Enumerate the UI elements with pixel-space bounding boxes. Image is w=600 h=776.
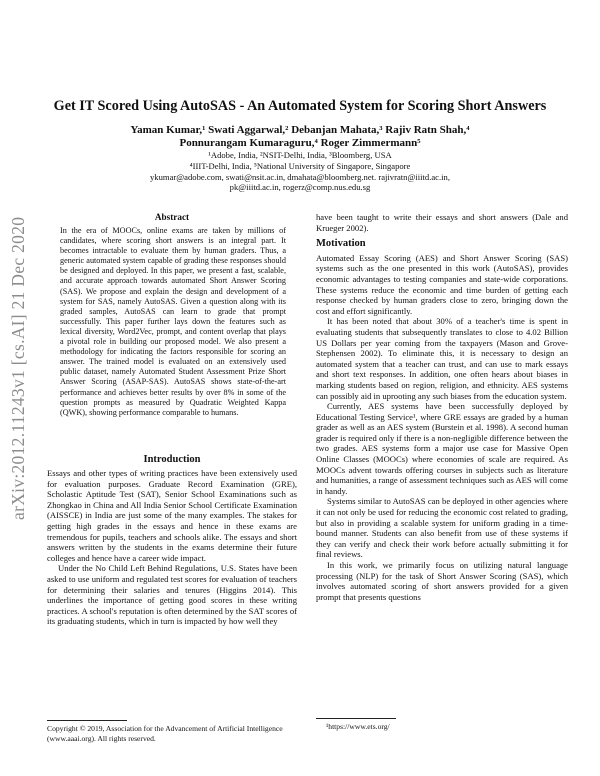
affiliation-line-2: ⁴IIIT-Delhi, India, ⁵National University of Singapore, Singapore	[189, 160, 411, 171]
affiliations	[40, 150, 560, 193]
copyright-notice: Copyright © 2019, Association for the Advancement of Artificial Intelligence (www.aaai.org). All rights reserved.	[47, 724, 283, 743]
motivation-paragraph-3: Currently, AES systems have been successfully deployed by Educational Testing Service¹, where GRE essays are graded by a human grader as well as an AES system (Burstein et al. 1998). A second human grader is required only if there is a non-negligible difference between the two grades. AES systems form a major use case for Massive Open Online Classes (MOOCs) where economies of scale are required. As MOOCs advent towards offering courses in subjects such as literature and humanities, a range of assessment techniques such as AES will come in handy.	[316, 401, 568, 496]
motivation-paragraph-5: In this work, we primarily focus on utilizing natural language processing (NLP) for the task of Short Answer Scoring (SAS), which involves automated scoring of short answers provided for a given prompt that presents questions	[316, 560, 568, 602]
author-list	[40, 124, 560, 150]
email-line-2[interactable]: pk@iiitd.ac.in, rogerz@comp.nus.edu.sg	[229, 182, 371, 193]
right-column	[316, 212, 568, 602]
motivation-paragraph-2: It has been noted that about 30% of a teacher's time is spent in evaluating students that subsequently translates to close to 4.02 Billion US Dollars per year coming from the taxpayers (Mason and Grove-Stephensen 2002). To eliminate this, it is necessary to design an automated system that a teacher can trust, and can use to mark essays and short text responses. In addition, one often hears about biases in marking students based on region, religion, and ethnicity. AES systems can possibly aid in uprooting any such biases from the education system.	[316, 316, 568, 401]
paper-title: Get IT Scored Using AutoSAS - An Automated System for Scoring Short Answers	[53, 98, 547, 114]
abstract-text: In the era of MOOCs, online exams are taken by millions of candidates, where scoring short answers is an integral part. It becomes intractable to evaluate them by human graders. Thus, a generic automated system capable of grading these responses should be designed and deployed. In this paper, we present a fast, scalable, and accurate approach towards automated Short Answer Scoring (SAS). We propose and explain the design and development of a system for SAS, namely AutoSAS. Given a question along with its graded samples, AutoSAS can learn to grade that prompt successfully. This paper further lays down the features such as lexical diversity, Word2Vec, prompt, and content overlap that plays a pivotal role in building our proposed model. We also present a methodology for indicating the factors responsible for scoring an answer. The trained model is evaluated on an extensively used public dataset, namely Automated Student Assessment Prize Short Answer Scoring (ASAP-SAS). AutoSAS shows state-of-the-art performance and achieves better results by over 8% in some of the question prompts as measured by Quadratic Weighted Kappa (QWK), showing performance comparable to humans.	[60, 226, 286, 417]
affiliation-line-1: ¹Adobe, India, ²NSIT-Delhi, India, ³Bloomberg, USA	[208, 150, 392, 160]
intro-paragraph-1: Essays and other types of writing practices have been extensively used for evaluation purposes. Graduate Record Examination (GRE), Scholastic Aptitude Test (SAT), Senior School Examinations such as Zhongkao in China and All India Senior School Certificate Examination (AISSCE) in India are just some of the many examples. The stakes for getting high grades in the essays and hence in these exams are tremendous for pupils, teachers and schools alike. The essays and short answers written by the students in the exams determine their future colleges and hence have a career wide impact.	[47, 468, 297, 563]
footnote-url[interactable]: ¹https://www.ets.org/	[326, 722, 390, 731]
motivation-paragraph-1: Automated Essay Scoring (AES) and Short Answer Scoring (SAS) systems such as the one presented in this work (AutoSAS), provides economic advantages to testing companies and state-wide corporations. These systems reduce the economic and time burden of getting each response checked by human graders close to zero, bringing down the cost and effort significantly.	[316, 252, 568, 316]
author-line-2: Ponnurangam Kumaraguru,⁴ Roger Zimmermann⁵	[179, 137, 421, 149]
abstract-heading: Abstract	[154, 212, 190, 222]
footnote-divider-right	[316, 718, 396, 719]
right-continuation: have been taught to write their essays and short answers (Dale and Krueger 2002).	[316, 212, 568, 233]
motivation-paragraph-4: Systems similar to AutoSAS can be deployed in other agencies where it can not only be used for reducing the economic cost related to grading, but also in providing a scalable system for uniform grading in a time-bound manner. Students can also benefit from use of these systems if they can verify and check their work before actually submitting it for final reviews.	[316, 496, 568, 560]
arxiv-identifier[interactable]: arXiv:2012.11243v1 [cs.AI] 21 Dec 2020	[8, 216, 28, 520]
introduction-heading: Introduction	[143, 454, 201, 465]
introduction-body	[47, 468, 297, 627]
motivation-heading: Motivation	[316, 238, 366, 250]
footnote-divider-left	[47, 720, 127, 721]
intro-paragraph-2: Under the No Child Left Behind Regulations, U.S. States have been asked to use uniform and regulated test scores for evaluation of teachers for determining their salaries and tenures (Higgins 2014). This underlines the importance of getting good scores in these writing practices. A school's reputation is often determined by the SAT scores of its graduating students, which in turn is impacted by how well they	[47, 563, 297, 627]
email-line-1[interactable]: ykumar@adobe.com, swati@nsit.ac.in, dmahata@bloomberg.net. rajivratn@iiitd.ac.in,	[150, 171, 450, 182]
author-line-1: Yaman Kumar,¹ Swati Aggarwal,² Debanjan Mahata,³ Rajiv Ratn Shah,⁴	[130, 124, 470, 136]
